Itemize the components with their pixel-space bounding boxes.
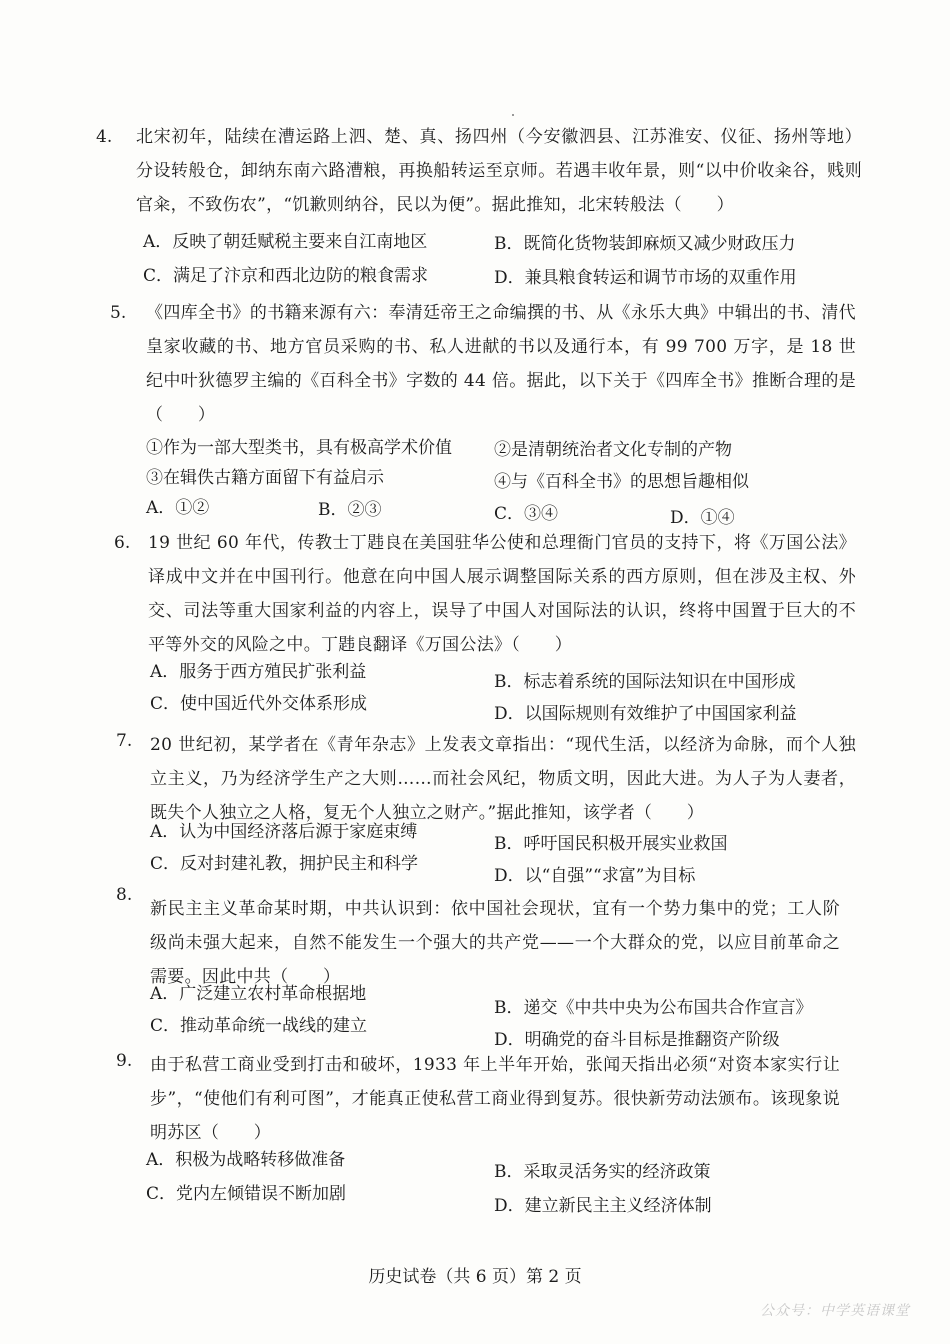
question-number: 4. xyxy=(96,127,113,147)
question-stem: 20 世纪初，某学者在《青年杂志》上发表文章指出：“现代生活，以经济为命脉，而个人独立主义，乃为经济学生产之大则……而社会风纪，物质文明，因此大进。为人子为人妻者，既失个人独立之人格，复无个人独立之财产。”据此推知，该学者（ ） xyxy=(150,735,856,823)
question-stem: 北宋初年，陆续在漕运路上泗、楚、真、扬四州（今安徽泗县、江苏淮安、仪征、扬州等地）分设转般仓，卸纳东南六路漕粮，再换船转运至京师。若遇丰收年景，则“以中价收籴谷，贱则官籴，不致伤农”，“饥歉则纳谷，民以为便”。据此推知，北宋转般法（ ） xyxy=(136,127,862,215)
watermark: 公众号：中学英语课堂 xyxy=(760,1303,910,1319)
statement-1: ①作为一部大型类书，具有极高学术价值 xyxy=(146,438,452,458)
option-a: A．①② xyxy=(146,498,210,518)
question-number: 6. xyxy=(114,533,131,553)
option-a: A．认为中国经济落后源于家庭束缚 xyxy=(150,822,418,842)
question-stem: 新民主主义革命某时期，中共认识到：依中国社会现状，宜有一个势力集中的党；工人阶级尚未强大起来，自然不能发生一个强大的共产党——一个大群众的党，以应目前革命之需要。因此中共（ ） xyxy=(150,899,840,987)
option-a: A．服务于西方殖民扩张利益 xyxy=(150,662,367,682)
option-d: D．以“自强”“求富”为目标 xyxy=(494,866,696,886)
option-a: A．广泛建立农村革命根据地 xyxy=(150,984,367,1004)
option-b: B．采取灵活务实的经济政策 xyxy=(494,1162,711,1182)
option-a: A．反映了朝廷赋税主要来自江南地区 xyxy=(143,232,428,252)
question-number: 7. xyxy=(116,731,133,751)
option-c: C．③④ xyxy=(494,504,559,524)
option-b: B．递交《中共中央为公布国共合作宣言》 xyxy=(494,998,813,1018)
option-c: C．推动革命统一战线的建立 xyxy=(150,1016,368,1036)
statement-3: ③在辑佚古籍方面留下有益启示 xyxy=(146,468,384,488)
page-footer: 历史试卷（共 6 页）第 2 页 xyxy=(368,1267,582,1287)
option-b: B．标志着系统的国际法知识在中国形成 xyxy=(494,672,796,692)
question-stem: 19 世纪 60 年代，传教士丁韪良在美国驻华公使和总理衙门官员的支持下，将《万国公法》译成中文并在中国刊行。他意在向中国人展示调整国际关系的西方原则，但在涉及主权、外交、司法等重大国家利益的内容上，误导了中国人对国际法的认识，终将中国置于巨大的不平等外交的风险之中。丁韪良翻译《万国公法》（ ） xyxy=(148,533,856,655)
statement-4: ④与《百科全书》的思想旨趣相似 xyxy=(494,472,749,492)
option-b: B．既简化货物装卸麻烦又减少财政压力 xyxy=(494,234,796,254)
option-d: D．以国际规则有效维护了中国国家利益 xyxy=(494,704,797,724)
question-stem: 《四库全书》的书籍来源有六：奉清廷帝王之命编撰的书、从《永乐大典》中辑出的书、清代皇家收藏的书、地方官员采购的书、私人进献的书以及通行本，有 99 700 万字，是 18 世纪中叶狄德罗主编的《百科全书》字数的 44 倍。据此，以下关于《四库全书》推断合理的是（ ） xyxy=(146,303,856,425)
question-number: 9. xyxy=(116,1051,133,1071)
question-number: 5. xyxy=(110,303,127,323)
option-c: C．反对封建礼教，拥护民主和科学 xyxy=(150,854,419,874)
option-b: B．②③ xyxy=(318,500,382,520)
option-d: D．建立新民主主义经济体制 xyxy=(494,1196,712,1216)
question-number: 8. xyxy=(116,885,133,905)
option-d: D．明确党的奋斗目标是推翻资产阶级 xyxy=(494,1030,780,1050)
option-c: C．党内左倾错误不断加剧 xyxy=(146,1184,347,1204)
option-d: D．①④ xyxy=(670,508,735,528)
option-a: A．积极为战略转移做准备 xyxy=(146,1150,346,1170)
question-stem: 由于私营工商业受到打击和破坏，1933 年上半年开始，张闻天指出必须“对资本家实行让步”，“使他们有利可图”，才能真正使私营工商业得到复苏。很快新劳动法颁布。该现象说明苏区（ ） xyxy=(150,1055,840,1143)
option-c: C．使中国近代外交体系形成 xyxy=(150,694,368,714)
statement-2: ②是清朝统治者文化专制的产物 xyxy=(494,440,732,460)
option-b: B．呼吁国民积极开展实业救国 xyxy=(494,834,728,854)
option-d: D．兼具粮食转运和调节市场的双重作用 xyxy=(494,268,797,288)
option-c: C．满足了汴京和西北边防的粮食需求 xyxy=(143,266,429,286)
scan-speck xyxy=(512,114,514,116)
